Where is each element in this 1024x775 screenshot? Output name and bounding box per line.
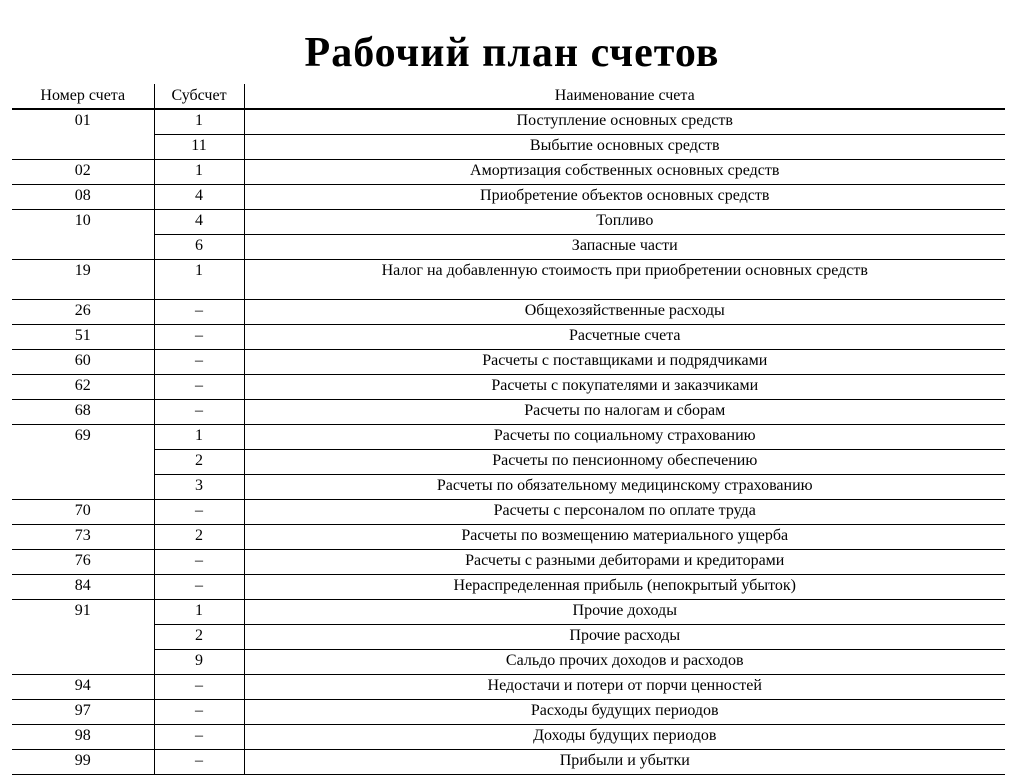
table-row [12, 375, 1005, 400]
account-number-cell: 97 [12, 700, 154, 725]
subaccount-cell: – [154, 550, 244, 575]
account-name-cell: Расчеты с персоналом по оплате труда [244, 500, 1005, 525]
subaccount-cell: – [154, 500, 244, 525]
account-number-cell: 51 [12, 325, 154, 350]
subaccount-cell: – [154, 375, 244, 400]
page-title: Рабочий план счетов [304, 30, 720, 76]
account-name-cell: Нераспределенная прибыль (непокрытый убыток) [244, 575, 1005, 600]
account-name-cell: Топливо [244, 210, 1005, 235]
account-name-cell: Запасные части [244, 235, 1005, 260]
account-name-cell: Расчеты с поставщиками и подрядчиками [244, 350, 1005, 375]
table-row [12, 135, 1005, 160]
table-row [12, 210, 1005, 235]
subaccount-cell: 11 [154, 135, 244, 160]
account-number-cell: 60 [12, 350, 154, 375]
account-name-cell: Расчеты с покупателями и заказчиками [244, 375, 1005, 400]
subaccount-cell: 1 [154, 160, 244, 185]
table-row [12, 650, 1005, 675]
table-row [12, 525, 1005, 550]
account-name-cell: Прочие расходы [244, 625, 1005, 650]
table-body [12, 109, 1005, 775]
account-number-cell: 70 [12, 500, 154, 525]
subaccount-cell: – [154, 675, 244, 700]
account-name-cell: Расчеты по пенсионному обеспечению [244, 450, 1005, 475]
account-name-cell: Доходы будущих периодов [244, 725, 1005, 750]
header-account-name: Наименование счета [244, 84, 1005, 109]
chart-of-accounts-table [12, 84, 1005, 775]
table-row [12, 700, 1005, 725]
subaccount-cell: 4 [154, 210, 244, 235]
table-row [12, 725, 1005, 750]
account-number-cell: 10 [12, 210, 154, 260]
subaccount-cell: – [154, 325, 244, 350]
table-row [12, 325, 1005, 350]
account-name-cell: Поступление основных средств [244, 109, 1005, 135]
account-name-cell: Расчетные счета [244, 325, 1005, 350]
account-name-cell: Расчеты по обязательному медицинскому страхованию [244, 475, 1005, 500]
subaccount-cell: – [154, 400, 244, 425]
account-name-cell: Сальдо прочих доходов и расходов [244, 650, 1005, 675]
subaccount-cell: – [154, 300, 244, 325]
subaccount-cell: 2 [154, 450, 244, 475]
table-header-row [12, 84, 1005, 109]
account-number-cell: 02 [12, 160, 154, 185]
account-name-cell: Расчеты по возмещению материального ущерба [244, 525, 1005, 550]
account-number-cell: 98 [12, 725, 154, 750]
table-row [12, 625, 1005, 650]
account-number-cell: 19 [12, 260, 154, 300]
account-name-cell: Расчеты с разными дебиторами и кредиторами [244, 550, 1005, 575]
account-name-cell: Общехозяйственные расходы [244, 300, 1005, 325]
account-number-cell: 26 [12, 300, 154, 325]
table-row [12, 400, 1005, 425]
subaccount-cell: – [154, 750, 244, 775]
account-number-cell: 01 [12, 109, 154, 160]
table-row [12, 109, 1005, 135]
account-number-cell: 68 [12, 400, 154, 425]
table-row [12, 675, 1005, 700]
account-name-cell: Выбытие основных средств [244, 135, 1005, 160]
account-name-cell: Расчеты по налогам и сборам [244, 400, 1005, 425]
account-number-cell: 91 [12, 600, 154, 675]
table-row [12, 575, 1005, 600]
table-row [12, 425, 1005, 450]
account-number-cell: 76 [12, 550, 154, 575]
account-name-cell: Расходы будущих периодов [244, 700, 1005, 725]
account-number-cell: 08 [12, 185, 154, 210]
table-row [12, 235, 1005, 260]
account-name-cell: Приобретение объектов основных средств [244, 185, 1005, 210]
table-row [12, 260, 1005, 300]
subaccount-cell: – [154, 575, 244, 600]
subaccount-cell: 1 [154, 109, 244, 135]
account-name-cell: Прибыли и убытки [244, 750, 1005, 775]
subaccount-cell: 9 [154, 650, 244, 675]
subaccount-cell: – [154, 725, 244, 750]
header-subaccount: Субсчет [154, 84, 244, 109]
table-row [12, 750, 1005, 775]
table-row [12, 500, 1005, 525]
account-number-cell: 62 [12, 375, 154, 400]
account-number-cell: 99 [12, 750, 154, 775]
table-row [12, 600, 1005, 625]
subaccount-cell: 2 [154, 625, 244, 650]
table-row [12, 160, 1005, 185]
table-row [12, 450, 1005, 475]
subaccount-cell: – [154, 700, 244, 725]
account-number-cell: 73 [12, 525, 154, 550]
subaccount-cell: 1 [154, 425, 244, 450]
account-name-cell: Налог на добавленную стоимость при приобретении основных средств [244, 260, 1005, 300]
table-row [12, 475, 1005, 500]
subaccount-cell: 2 [154, 525, 244, 550]
table-row [12, 550, 1005, 575]
account-number-cell: 94 [12, 675, 154, 700]
account-number-cell: 84 [12, 575, 154, 600]
subaccount-cell: 6 [154, 235, 244, 260]
account-name-cell: Прочие доходы [244, 600, 1005, 625]
subaccount-cell: 1 [154, 260, 244, 300]
subaccount-cell: 1 [154, 600, 244, 625]
table-row [12, 300, 1005, 325]
subaccount-cell: 4 [154, 185, 244, 210]
subaccount-cell: 3 [154, 475, 244, 500]
table-row [12, 350, 1005, 375]
account-name-cell: Расчеты по социальному страхованию [244, 425, 1005, 450]
account-name-cell: Недостачи и потери от порчи ценностей [244, 675, 1005, 700]
table-row [12, 185, 1005, 210]
header-account-number: Номер счета [12, 84, 154, 109]
account-number-cell: 69 [12, 425, 154, 500]
subaccount-cell: – [154, 350, 244, 375]
account-name-cell: Амортизация собственных основных средств [244, 160, 1005, 185]
